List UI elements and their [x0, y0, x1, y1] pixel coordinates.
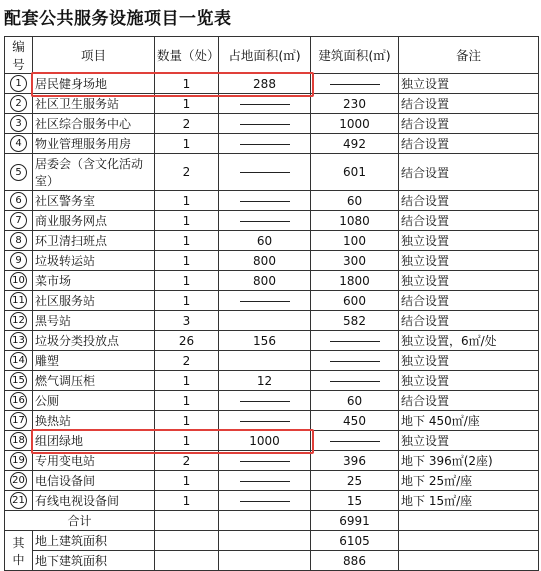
item-name: 电信设备间 — [33, 471, 155, 491]
land-area — [219, 311, 311, 331]
notes: 独立设置 — [399, 431, 539, 451]
quantity: 1 — [155, 291, 219, 311]
above-ground-label: 地上建筑面积 — [33, 531, 155, 551]
building-area — [311, 74, 399, 94]
quantity: 1 — [155, 251, 219, 271]
empty-dash — [240, 124, 290, 125]
notes: 独立设置 — [399, 251, 539, 271]
land-area — [219, 391, 311, 411]
quantity: 1 — [155, 94, 219, 114]
land-area: 1000 — [219, 431, 311, 451]
notes: 结合设置 — [399, 94, 539, 114]
row-number-badge: 5 — [10, 164, 27, 181]
row-number-badge: 1 — [10, 75, 27, 92]
row-number-badge: 21 — [10, 492, 27, 509]
notes: 独立设置 — [399, 231, 539, 251]
building-area: 15 — [311, 491, 399, 511]
item-name: 居民健身场地 — [33, 74, 155, 94]
table-row — [5, 114, 539, 134]
quantity: 1 — [155, 74, 219, 94]
item-name: 公厕 — [33, 391, 155, 411]
table-row — [5, 431, 539, 451]
land-area: 156 — [219, 331, 311, 351]
building-area — [311, 331, 399, 351]
quantity: 1 — [155, 231, 219, 251]
notes: 结合设置 — [399, 154, 539, 191]
empty-dash — [240, 104, 290, 105]
row-number-badge: 19 — [10, 452, 27, 469]
building-area: 1000 — [311, 114, 399, 134]
table-header-row — [5, 37, 539, 74]
empty-dash — [330, 441, 380, 442]
table-row — [5, 231, 539, 251]
item-name: 组团绿地 — [33, 431, 155, 451]
building-area: 60 — [311, 191, 399, 211]
building-area: 396 — [311, 451, 399, 471]
land-area — [219, 154, 311, 191]
land-area — [219, 411, 311, 431]
header-land-area: 占地面积(㎡) — [219, 37, 311, 74]
notes: 结合设置 — [399, 311, 539, 331]
header-building-area: 建筑面积(㎡) — [311, 37, 399, 74]
item-name: 商业服务网点 — [33, 211, 155, 231]
empty-dash — [240, 301, 290, 302]
item-name: 社区综合服务中心 — [33, 114, 155, 134]
building-area: 60 — [311, 391, 399, 411]
table-row — [5, 134, 539, 154]
building-area: 230 — [311, 94, 399, 114]
row-number-badge: 2 — [10, 95, 27, 112]
item-name: 社区服务站 — [33, 291, 155, 311]
header-quantity: 数量（处） — [155, 37, 219, 74]
item-name: 黑号站 — [33, 311, 155, 331]
row-number-badge: 4 — [10, 135, 27, 152]
quantity: 1 — [155, 431, 219, 451]
row-number-badge: 14 — [10, 352, 27, 369]
row-number-badge: 15 — [10, 372, 27, 389]
building-area — [311, 351, 399, 371]
item-name: 有线电视设备间 — [33, 491, 155, 511]
facilities-table — [4, 36, 539, 571]
land-area: 800 — [219, 271, 311, 291]
row-number-badge: 20 — [10, 472, 27, 489]
item-name: 社区警务室 — [33, 191, 155, 211]
building-area: 582 — [311, 311, 399, 331]
item-name: 雕塑 — [33, 351, 155, 371]
quantity: 2 — [155, 114, 219, 134]
total-label: 合计 — [5, 511, 155, 531]
table-row — [5, 391, 539, 411]
notes: 地下 15㎡/座 — [399, 491, 539, 511]
notes: 地下 396㎡(2座) — [399, 451, 539, 471]
empty-dash — [330, 381, 380, 382]
quantity: 1 — [155, 471, 219, 491]
quantity: 1 — [155, 271, 219, 291]
building-area: 1080 — [311, 211, 399, 231]
item-name: 垃圾转运站 — [33, 251, 155, 271]
below-ground-value: 886 — [311, 551, 399, 571]
row-number-badge: 6 — [10, 192, 27, 209]
table-row — [5, 74, 539, 94]
row-number-badge: 16 — [10, 392, 27, 409]
notes: 结合设置 — [399, 391, 539, 411]
table-row — [5, 311, 539, 331]
table-row — [5, 331, 539, 351]
notes: 结合设置 — [399, 191, 539, 211]
table-row — [5, 191, 539, 211]
item-name: 菜市场 — [33, 271, 155, 291]
table-row — [5, 351, 539, 371]
land-area: 800 — [219, 251, 311, 271]
item-name: 燃气调压柜 — [33, 371, 155, 391]
row-number-badge: 3 — [10, 115, 27, 132]
notes: 结合设置 — [399, 291, 539, 311]
item-name: 居委会（含文化活动室） — [33, 154, 155, 191]
land-area — [219, 191, 311, 211]
land-area — [219, 94, 311, 114]
land-area — [219, 291, 311, 311]
empty-dash — [330, 341, 380, 342]
building-area — [311, 431, 399, 451]
item-name: 环卫清扫班点 — [33, 231, 155, 251]
table-row — [5, 471, 539, 491]
quantity: 1 — [155, 191, 219, 211]
land-area: 60 — [219, 231, 311, 251]
quantity: 26 — [155, 331, 219, 351]
header-item: 项目 — [33, 37, 155, 74]
empty-dash — [240, 481, 290, 482]
table-row — [5, 491, 539, 511]
above-ground-value: 6105 — [311, 531, 399, 551]
row-number-badge: 7 — [10, 212, 27, 229]
building-area: 1800 — [311, 271, 399, 291]
header-notes: 备注 — [399, 37, 539, 74]
land-area — [219, 451, 311, 471]
quantity: 3 — [155, 311, 219, 331]
land-area: 288 — [219, 74, 311, 94]
above-ground-row — [5, 531, 539, 551]
empty-dash — [240, 201, 290, 202]
table-row — [5, 371, 539, 391]
row-number-badge: 9 — [10, 252, 27, 269]
item-name: 社区卫生服务站 — [33, 94, 155, 114]
notes: 结合设置 — [399, 211, 539, 231]
quantity: 2 — [155, 351, 219, 371]
quantity: 1 — [155, 491, 219, 511]
building-area: 300 — [311, 251, 399, 271]
page-title: 配套公共服务设施项目一览表 — [4, 9, 232, 29]
row-number-badge: 18 — [10, 432, 27, 449]
notes: 结合设置 — [399, 114, 539, 134]
quantity: 1 — [155, 211, 219, 231]
row-number-badge: 10 — [10, 272, 27, 289]
notes: 独立设置 — [399, 351, 539, 371]
land-area — [219, 114, 311, 134]
quantity: 1 — [155, 371, 219, 391]
table-row — [5, 411, 539, 431]
row-number-badge: 8 — [10, 232, 27, 249]
empty-dash — [240, 172, 290, 173]
quantity: 1 — [155, 391, 219, 411]
table-row — [5, 251, 539, 271]
land-area — [219, 471, 311, 491]
building-area — [311, 371, 399, 391]
total-row — [5, 511, 539, 531]
quantity: 2 — [155, 451, 219, 471]
land-area — [219, 351, 311, 371]
empty-dash — [240, 144, 290, 145]
land-area — [219, 211, 311, 231]
item-name: 垃圾分类投放点 — [33, 331, 155, 351]
empty-dash — [240, 221, 290, 222]
empty-dash — [240, 421, 290, 422]
building-area: 492 — [311, 134, 399, 154]
building-area: 601 — [311, 154, 399, 191]
total-value: 6991 — [311, 511, 399, 531]
quantity: 1 — [155, 411, 219, 431]
empty-dash — [330, 84, 380, 85]
notes: 独立设置 — [399, 371, 539, 391]
notes: 独立设置 — [399, 271, 539, 291]
table-row — [5, 271, 539, 291]
table-row — [5, 291, 539, 311]
table-row — [5, 94, 539, 114]
notes: 独立设置 — [399, 74, 539, 94]
land-area: 12 — [219, 371, 311, 391]
quantity: 2 — [155, 154, 219, 191]
item-name: 专用变电站 — [33, 451, 155, 471]
row-number-badge: 13 — [10, 332, 27, 349]
item-name: 换热站 — [33, 411, 155, 431]
empty-dash — [330, 361, 380, 362]
group-label: 其中 — [5, 531, 33, 571]
building-area: 100 — [311, 231, 399, 251]
notes: 独立设置，6㎡/处 — [399, 331, 539, 351]
below-ground-label: 地下建筑面积 — [33, 551, 155, 571]
building-area: 450 — [311, 411, 399, 431]
row-number-badge: 12 — [10, 312, 27, 329]
row-number-badge: 17 — [10, 412, 27, 429]
empty-dash — [240, 401, 290, 402]
notes: 地下 25㎡/座 — [399, 471, 539, 491]
empty-dash — [240, 461, 290, 462]
land-area — [219, 491, 311, 511]
table-row — [5, 211, 539, 231]
table-row — [5, 154, 539, 191]
land-area — [219, 134, 311, 154]
quantity: 1 — [155, 134, 219, 154]
below-ground-row — [5, 551, 539, 571]
building-area: 25 — [311, 471, 399, 491]
item-name: 物业管理服务用房 — [33, 134, 155, 154]
header-number: 编号 — [5, 37, 33, 74]
notes: 结合设置 — [399, 134, 539, 154]
row-number-badge: 11 — [10, 292, 27, 309]
notes: 地下 450㎡/座 — [399, 411, 539, 431]
table-row — [5, 451, 539, 471]
building-area: 600 — [311, 291, 399, 311]
empty-dash — [240, 501, 290, 502]
